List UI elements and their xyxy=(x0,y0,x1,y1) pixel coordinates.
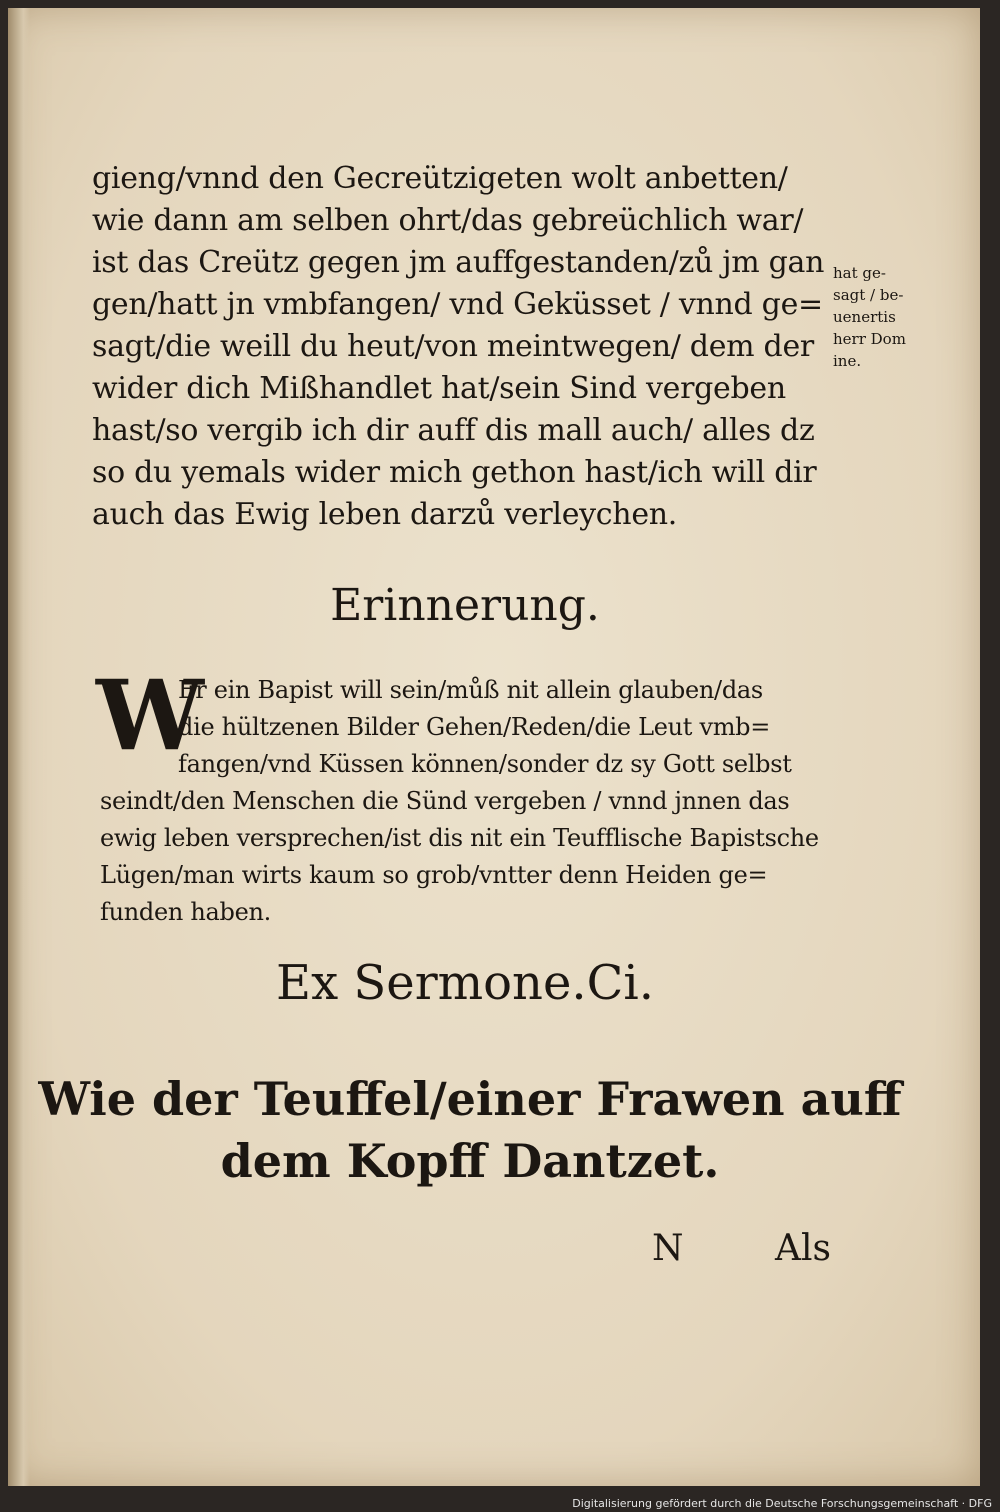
text-line: seindt/den Menschen die Sünd vergeben / vnnd jnnen das xyxy=(100,787,790,815)
text-line: die hültzenen Bilder Gehen/Reden/die Leut vmb= xyxy=(178,713,771,741)
text-line: ist das Creütz gegen jm auffgestanden/zů jm gan xyxy=(92,245,825,280)
title-line: Wie der Teuffel/einer Frawen auff xyxy=(38,1072,902,1126)
text-line: fangen/vnd Küssen können/sonder dz sy Gott selbst xyxy=(178,750,792,778)
main-text-block xyxy=(92,158,832,536)
text-line: auch das Ewig leben darzů verleychen. xyxy=(92,497,678,532)
marginal-line: uenertis xyxy=(833,308,896,326)
text-line: sagt/die weill du heut/von meintwegen/ dem der xyxy=(92,329,814,364)
marginal-line: sagt / be- xyxy=(833,286,904,304)
text-line: wider dich Mißhandlet hat/sein Sind vergeben xyxy=(92,371,786,406)
text-line: so du yemals wider mich gethon hast/ich will dir xyxy=(92,455,817,490)
text-line: ewig leben versprechen/ist dis nit ein Teufflische Bapistsche xyxy=(100,824,819,852)
marginal-line: herr Dom xyxy=(833,330,906,348)
text-line: funden haben. xyxy=(100,898,271,926)
text-line: Lügen/man wirts kaum so grob/vntter denn Heiden ge= xyxy=(100,861,768,889)
marginal-note xyxy=(833,262,943,372)
text-line: hast/so vergib ich dir auff dis mall auch/ alles dz xyxy=(92,413,815,448)
signature-mark: N xyxy=(652,1228,684,1269)
text-line: Er ein Bapist will sein/můß nit allein glauben/das xyxy=(178,676,763,704)
catchword: Als xyxy=(775,1228,831,1269)
drop-cap: W xyxy=(96,659,204,772)
digitization-footer: Digitalisierung gefördert durch die Deutsche Forschungsgemeinschaft · DFG xyxy=(572,1497,992,1510)
page-spine-shadow xyxy=(8,8,30,1486)
text-line: wie dann am selben ohrt/das gebreüchlich war/ xyxy=(92,203,804,238)
text-line: gen/hatt jn vmbfangen/ vnd Geküsset / vnnd ge= xyxy=(92,287,823,322)
chapter-title xyxy=(0,1068,940,1192)
text-line: gieng/vnnd den Gecreützigeten wolt anbetten/ xyxy=(92,161,788,196)
marginal-line: hat ge- xyxy=(833,264,886,282)
title-line: dem Kopff Dantzet. xyxy=(220,1134,720,1188)
marginal-line: ine. xyxy=(833,352,862,370)
source-heading: Ex Sermone.Ci. xyxy=(276,955,654,1011)
second-text-block xyxy=(100,672,840,931)
section-heading: Erinnerung. xyxy=(330,580,600,631)
